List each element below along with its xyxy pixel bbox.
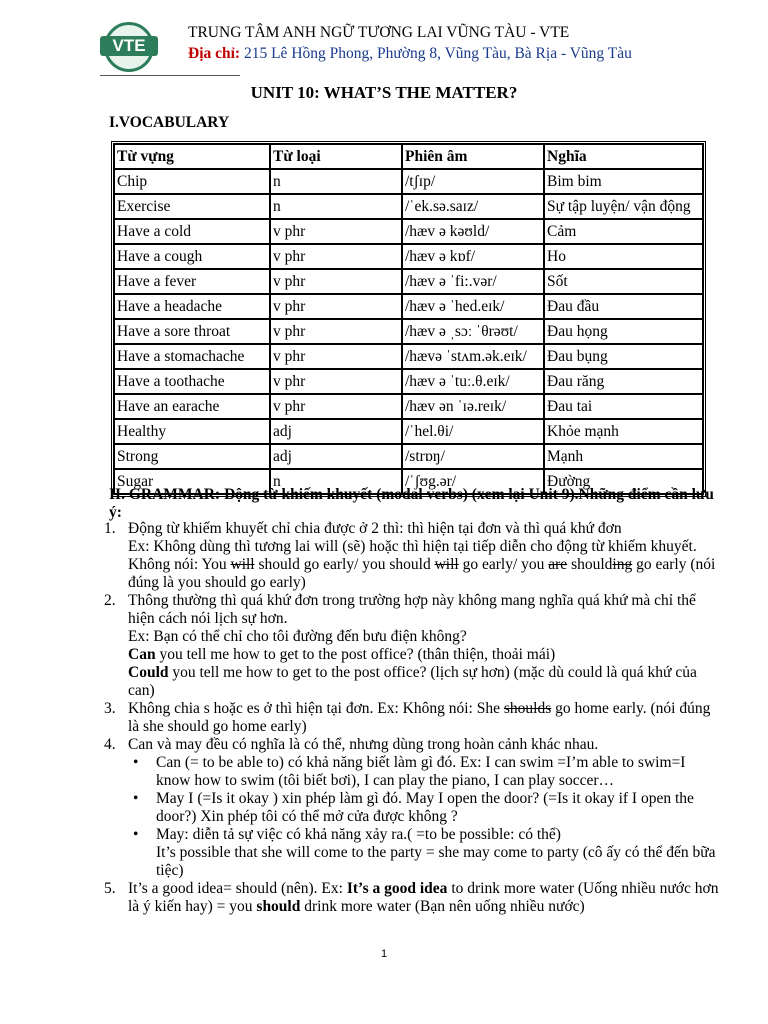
grammar-point-3: [104, 700, 720, 736]
table-cell: Strong: [114, 444, 270, 469]
column-header: Phiên âm: [402, 144, 544, 169]
table-row: [114, 444, 703, 469]
point-text: Can và may đều có nghĩa là có thể, nhưng dùng trong hoàn cảnh khác nhau.: [128, 736, 599, 753]
text-run: Ex: Không dùng thì tương lai will (sẽ) hoặc thì hiện tại tiếp diễn cho động từ khiếm khuyết. Không nói: You: [128, 538, 697, 573]
table-cell: /ˈʃʊg.ər/: [402, 469, 544, 494]
table-row: [114, 244, 703, 269]
table-cell: /ˈhel.θi/: [402, 419, 544, 444]
table-cell: Have an earache: [114, 394, 270, 419]
table-cell: v phr: [270, 344, 402, 369]
table-cell: Healthy: [114, 419, 270, 444]
table-cell: Đau bụng: [544, 344, 703, 369]
text-run: should: [567, 556, 613, 573]
address-label: Địa chỉ:: [188, 45, 241, 62]
struck-word: will: [434, 556, 459, 573]
table-cell: adj: [270, 419, 402, 444]
vocabulary-table: [111, 141, 706, 497]
header-rule: [100, 75, 240, 76]
table-cell: /hævə ˈstʌm.ək.eɪk/: [402, 344, 544, 369]
vte-logo: [100, 22, 160, 74]
bullet-text: It’s possible that she will come to the party = she may come to party (cô ấy có thể đến bữa tiệc): [156, 844, 716, 879]
text-run: drink more water (Bạn nên uống nhiều nước): [300, 898, 585, 915]
table-cell: /hæv ə ˈhed.eɪk/: [402, 294, 544, 319]
list-number: 1.: [104, 520, 116, 537]
table-cell: /hæv ə kəʊld/: [402, 219, 544, 244]
letterhead: [100, 18, 700, 78]
table-cell: /hæv ə ˌsɔː ˈθrəʊt/: [402, 319, 544, 344]
struck-word: shoulds: [503, 700, 552, 717]
column-header: Nghĩa: [544, 144, 703, 169]
table-cell: adj: [270, 444, 402, 469]
point-text: Thông thường thì quá khứ đơn trong trường hợp này không mang nghĩa quá khứ mà chỉ thể hiện cách nói lịch sự hơn.: [128, 592, 696, 627]
column-header: Từ loại: [270, 144, 402, 169]
table-cell: Sugar: [114, 469, 270, 494]
text-run: go early/ you: [458, 556, 549, 573]
table-cell: Khỏe mạnh: [544, 419, 703, 444]
table-cell: Bim bim: [544, 169, 703, 194]
bold-word: Could: [128, 664, 169, 681]
table-cell: Sự tập luyện/ vận động: [544, 194, 703, 219]
table-cell: /hæv ən ˈɪə.reɪk/: [402, 394, 544, 419]
grammar-heading: II. GRAMMAR: Động từ khiếm khuyết (modal verbs) (xem lại Unit 9).Những điểm cần lưu ý:: [109, 486, 714, 521]
table-row: [114, 369, 703, 394]
grammar-point-2: [104, 592, 720, 700]
table-cell: Have a fever: [114, 269, 270, 294]
bold-word: It’s a good idea: [346, 880, 448, 897]
struck-word: are: [548, 556, 568, 573]
grammar-point-1: [104, 520, 720, 592]
table-cell: /hæv ə ˈfi:.vər/: [402, 269, 544, 294]
table-cell: Have a toothache: [114, 369, 270, 394]
bullet-item: [128, 754, 720, 790]
bold-word: Can: [128, 646, 156, 663]
table-cell: v phr: [270, 219, 402, 244]
text-run: It’s a good idea= should (nên). Ex:: [128, 880, 347, 897]
table-cell: v phr: [270, 369, 402, 394]
text-run: you tell me how to get to the post office? (lịch sự hơn) (mặc dù could là quá khứ của can): [128, 664, 697, 699]
table-cell: /strɒŋ/: [402, 444, 544, 469]
list-number: 3.: [104, 700, 116, 717]
text-run: to drink more water (Uống nhiều nước hơn là ý kiến hay) = you: [128, 880, 719, 915]
table-cell: Đau tai: [544, 394, 703, 419]
bullet-icon: •: [133, 790, 139, 807]
table-cell: v phr: [270, 269, 402, 294]
bullet-text: Can (= to be able to) có khả năng biết làm gì đó. Ex: I can swim =I’m able to swim=I know how to swim (tôi biết bơi), I can play the piano, I can play soccer…: [156, 754, 686, 789]
grammar-content: [104, 520, 720, 916]
example-text: [128, 538, 720, 592]
table-cell: Đau răng: [544, 369, 703, 394]
struck-word: will: [230, 556, 255, 573]
table-row: [114, 219, 703, 244]
address: [188, 45, 632, 63]
example-text: [128, 664, 720, 700]
vocabulary-heading: I.VOCABULARY: [109, 114, 230, 131]
point-text: [128, 880, 720, 916]
table-cell: Exercise: [114, 194, 270, 219]
table-row: [114, 319, 703, 344]
list-number: 2.: [104, 592, 116, 609]
bullet-icon: •: [133, 754, 139, 771]
table-header-row: [114, 144, 703, 169]
table-cell: Have a cough: [114, 244, 270, 269]
text-run: go early (nói đúng là you should go early): [128, 556, 716, 591]
org-name: TRUNG TÂM ANH NGỮ TƯƠNG LAI VŨNG TÀU - VTE: [188, 24, 570, 41]
table-row: [114, 194, 703, 219]
bold-word: should: [256, 898, 301, 915]
logo-text: VTE: [100, 36, 158, 56]
example-text: [128, 646, 720, 664]
page-number: 1: [380, 948, 388, 960]
table-cell: v phr: [270, 394, 402, 419]
table-cell: n: [270, 169, 402, 194]
table-cell: n: [270, 194, 402, 219]
table-cell: Sốt: [544, 269, 703, 294]
table-cell: /tʃɪp/: [402, 169, 544, 194]
text-run: Không chia s hoặc es ở thì hiện tại đơn. Ex: Không nói: She: [128, 700, 504, 717]
bullet-icon: •: [133, 826, 139, 843]
bullet-item: [128, 826, 720, 880]
bullet-item: [128, 790, 720, 826]
table-cell: Đường: [544, 469, 703, 494]
table-cell: v phr: [270, 294, 402, 319]
bullet-text: May: diễn tả sự việc có khả năng xảy ra.( =to be possible: có thể): [156, 826, 561, 843]
table-row: [114, 419, 703, 444]
column-header: Từ vựng: [114, 144, 270, 169]
table-cell: Mạnh: [544, 444, 703, 469]
table-cell: /ˈek.sə.saɪz/: [402, 194, 544, 219]
struck-word: ing: [612, 556, 633, 573]
table-row: [114, 394, 703, 419]
table-cell: Ho: [544, 244, 703, 269]
table-row: [114, 269, 703, 294]
table-cell: Have a headache: [114, 294, 270, 319]
grammar-point-4: [104, 736, 720, 754]
point-text: Động từ khiếm khuyết chỉ chia được ở 2 thì: thì hiện tại đơn và thì quá khứ đơn: [128, 520, 622, 537]
table-cell: Have a sore throat: [114, 319, 270, 344]
table-cell: Have a stomachache: [114, 344, 270, 369]
table-cell: Chip: [114, 169, 270, 194]
table-cell: /hæv ə kɒf/: [402, 244, 544, 269]
table-cell: Cảm: [544, 219, 703, 244]
table-cell: v phr: [270, 244, 402, 269]
example-text: Ex: Bạn có thể chỉ cho tôi đường đến bưu điện không?: [128, 628, 467, 645]
table-row: [114, 169, 703, 194]
text-run: you tell me how to get to the post office? (thân thiện, thoải mái): [155, 646, 556, 663]
grammar-point-5: [104, 880, 720, 916]
bullet-text: May I (=Is it okay ) xin phép làm gì đó. May I open the door? (=Is it okay if I open the door?) Xin phép tôi có thể mở cửa được không ?: [156, 790, 694, 825]
table-cell: Have a cold: [114, 219, 270, 244]
address-text: 215 Lê Hồng Phong, Phường 8, Vũng Tàu, Bà Rịa - Vũng Tàu: [240, 45, 632, 62]
table-cell: Đau họng: [544, 319, 703, 344]
point-text: [128, 700, 720, 736]
table-row: [114, 344, 703, 369]
page-title: UNIT 10: WHAT’S THE MATTER?: [250, 83, 518, 102]
table-cell: Đau đầu: [544, 294, 703, 319]
text-run: go home early. (nói đúng là she should go home early): [128, 700, 711, 735]
table-cell: v phr: [270, 319, 402, 344]
list-number: 5.: [104, 880, 116, 897]
table-cell: /hæv ə ˈtuː.θ.eɪk/: [402, 369, 544, 394]
list-number: 4.: [104, 736, 116, 753]
table-row: [114, 294, 703, 319]
table-cell: n: [270, 469, 402, 494]
text-run: should go early/ you should: [254, 556, 435, 573]
